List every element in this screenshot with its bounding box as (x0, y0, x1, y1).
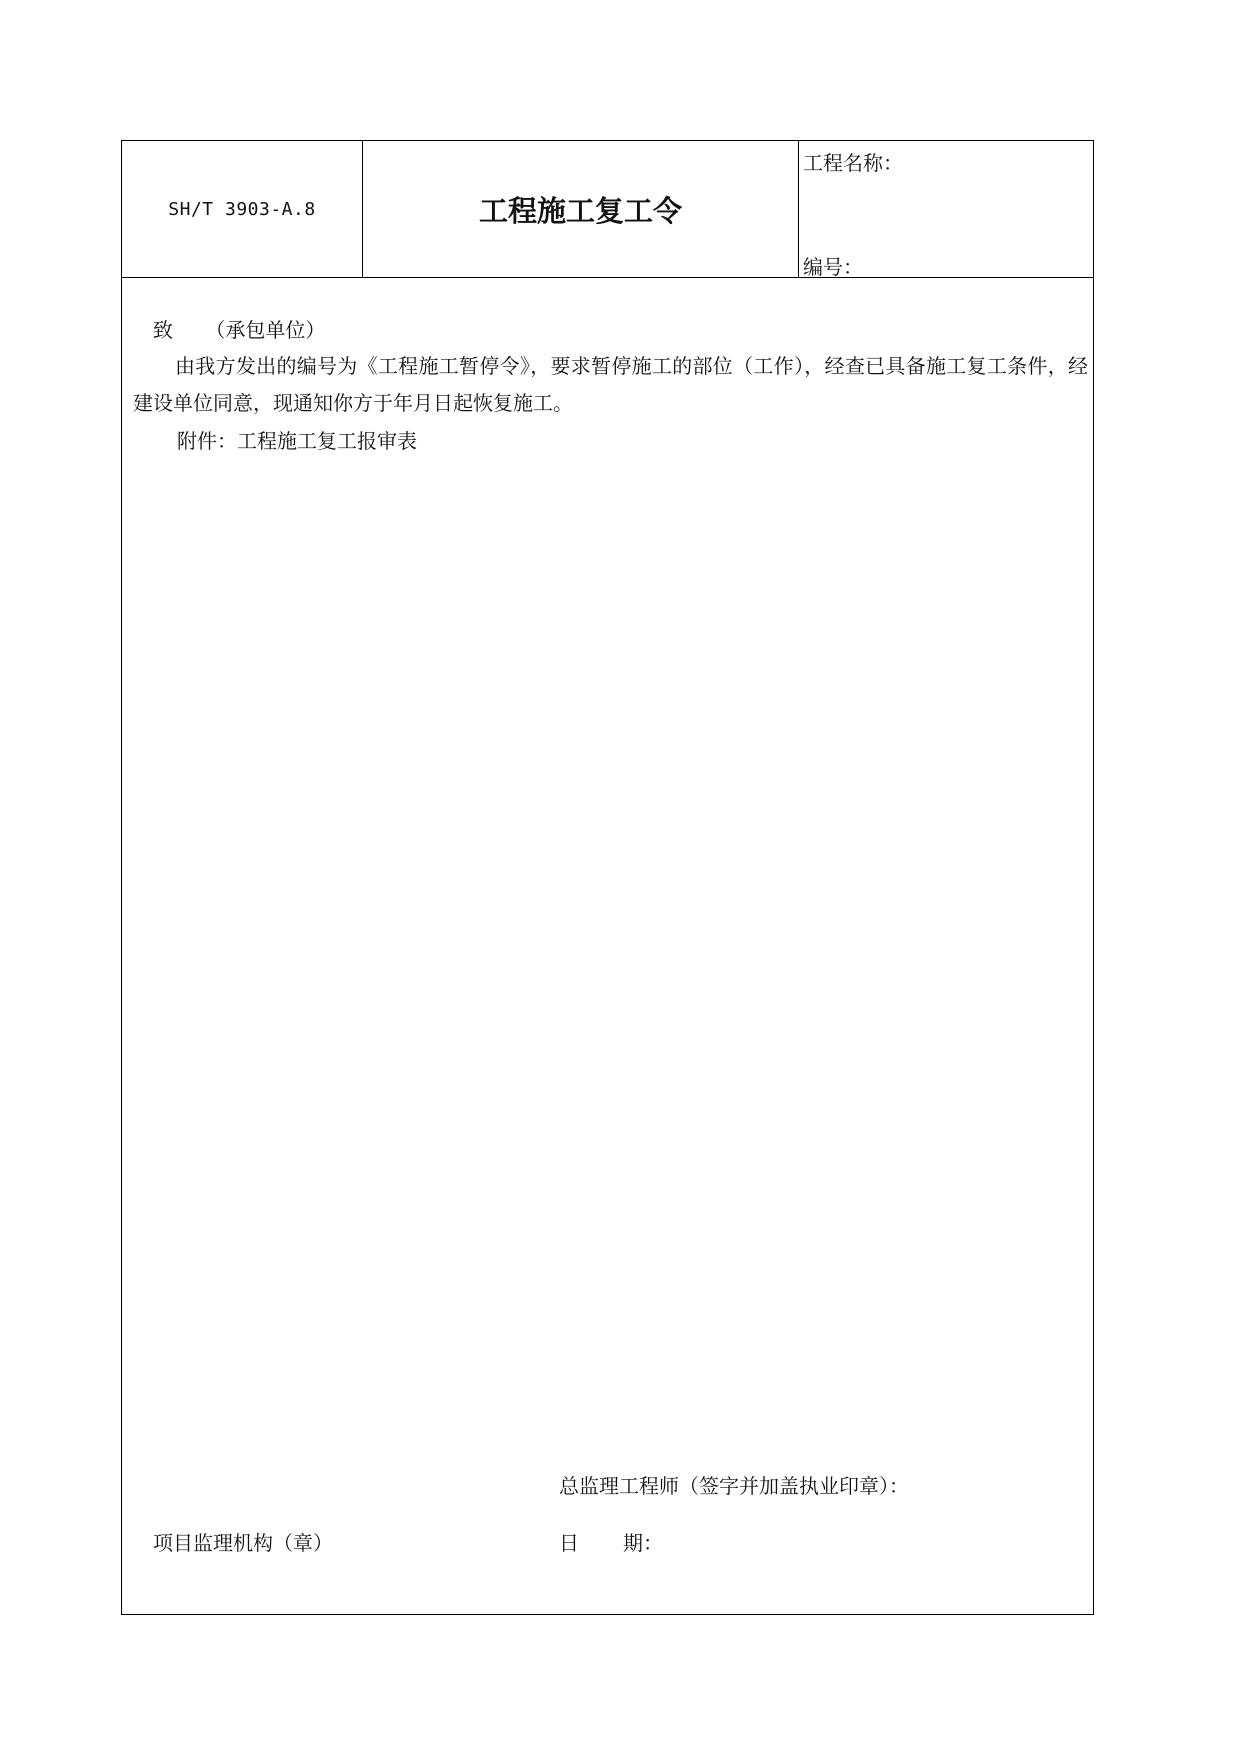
supervision-organization: 项目监理机构（章） (153, 1531, 333, 1555)
chief-engineer-signature: 总监理工程师（签字并加盖执业印章）： (559, 1474, 909, 1498)
recipient-line (153, 312, 325, 349)
form-title: 工程施工复工令 (363, 141, 799, 277)
attachment-line: 附件：工程施工复工报审表 (177, 429, 417, 453)
to-label: 致 (153, 318, 173, 342)
date-line (559, 1525, 663, 1562)
date-label-period: 期： (623, 1531, 663, 1555)
project-name-label: 工程名称： (803, 151, 903, 175)
body-content (121, 140, 1094, 1615)
date-label-day: 日 (559, 1531, 579, 1555)
notice-paragraph: 由我方发出的编号为《工程施工暂停令》，要求暂停施工的部位（工作），经查已具备施工复工条件，经建设单位同意，现通知你方于年月日起恢复施工。 (133, 354, 1088, 415)
recipient-unit: （承包单位） (205, 318, 326, 342)
number-label: 编号： (803, 255, 863, 279)
form-code: SH/T 3903-A.8 (122, 141, 363, 277)
